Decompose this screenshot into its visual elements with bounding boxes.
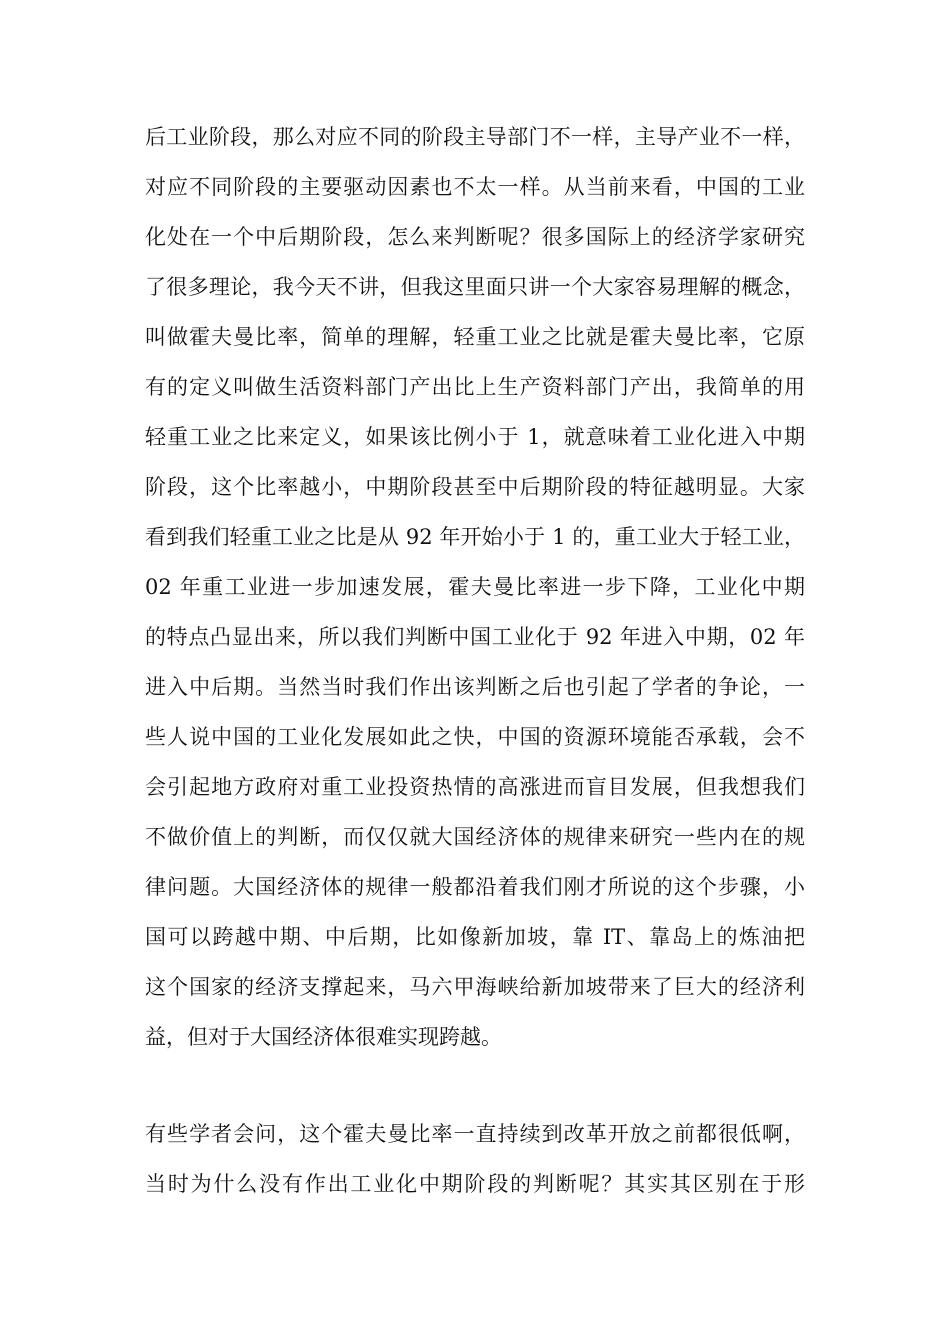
text-line: 有的定义叫做生活资料部门产出比上生产资料部门产出，我简单的用 xyxy=(145,375,805,399)
text-line: 不做价值上的判断，而仅仅就大国经济体的规律来研究一些内在的规 xyxy=(145,825,805,849)
text-line: 对应不同阶段的主要驱动因素也不太一样。从当前来看，中国的工业 xyxy=(145,175,805,199)
paragraph-2 xyxy=(145,1109,805,1209)
text-line: 化处在一个中后期阶段，怎么来判断呢？很多国际上的经济学家研究 xyxy=(145,225,805,249)
text-line: 进入中后期。当然当时我们作出该判断之后也引起了学者的争论，一 xyxy=(145,675,805,699)
text-line: 国可以跨越中期、中后期，比如像新加坡，靠 IT、靠岛上的炼油把 xyxy=(145,925,805,949)
text-line: 这个国家的经济支撑起来，马六甲海峡给新加坡带来了巨大的经济利 xyxy=(145,975,805,999)
text-line: 益，但对于大国经济体很难实现跨越。 xyxy=(145,1025,502,1049)
text-line: 02 年重工业进一步加速发展，霍夫曼比率进一步下降，工业化中期 xyxy=(145,575,805,599)
text-line: 叫做霍夫曼比率，简单的理解，轻重工业之比就是霍夫曼比率，它原 xyxy=(145,325,805,349)
text-line: 轻重工业之比来定义，如果该比例小于 1，就意味着工业化进入中期 xyxy=(145,425,805,449)
text-line: 了很多理论，我今天不讲，但我这里面只讲一个大家容易理解的概念， xyxy=(145,275,805,299)
paragraph-1 xyxy=(145,112,805,1062)
text-line: 阶段，这个比率越小，中期阶段甚至中后期阶段的特征越明显。大家 xyxy=(145,475,805,499)
text-line: 看到我们轻重工业之比是从 92 年开始小于 1 的，重工业大于轻工业， xyxy=(145,525,805,549)
text-line: 律问题。大国经济体的规律一般都沿着我们刚才所说的这个步骤，小 xyxy=(145,875,805,899)
text-line: 会引起地方政府对重工业投资热情的高涨进而盲目发展，但我想我们 xyxy=(145,775,805,799)
text-line: 当时为什么没有作出工业化中期阶段的判断呢？其实其区别在于形 xyxy=(145,1172,805,1196)
text-line: 有些学者会问，这个霍夫曼比率一直持续到改革开放之前都很低啊， xyxy=(145,1122,805,1146)
text-line: 后工业阶段，那么对应不同的阶段主导部门不一样，主导产业不一样， xyxy=(145,125,805,149)
text-line: 的特点凸显出来，所以我们判断中国工业化于 92 年进入中期，02 年 xyxy=(145,625,805,649)
text-line: 些人说中国的工业化发展如此之快，中国的资源环境能否承载，会不 xyxy=(145,725,805,749)
